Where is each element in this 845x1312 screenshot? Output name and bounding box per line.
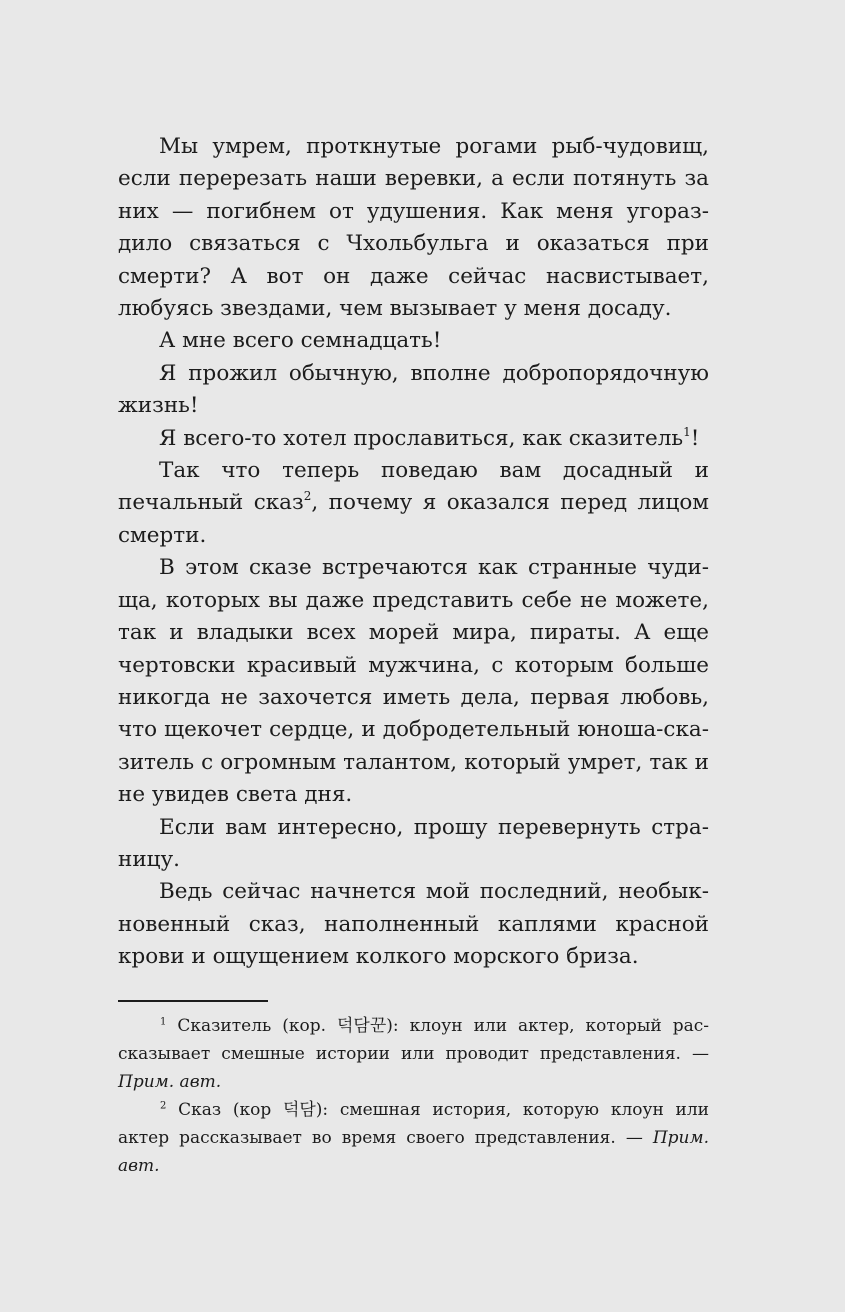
paragraph-2: А мне всего семнадцать!	[159, 328, 442, 354]
paragraph-8: Ведь сейчас начнется мой последний, необыкновенный сказ, наполненный каплями красной крови и ощущением колкого морского бриза.	[118, 879, 709, 970]
footnote-ref-1[interactable]: 1	[683, 424, 691, 439]
book-page	[118, 131, 709, 1180]
footnote-2-note: — Прим. авт.	[118, 1127, 709, 1176]
footnote-2	[118, 1096, 709, 1180]
footnote-2-korean: 덕담	[282, 1099, 316, 1120]
paragraph-1: Мы умрем, проткнутые рогами рыб-чудовищ, если перерезать наши веревки, а если потянуть за них — погибнем от удушения. Как меня угораздило связаться с Чхольбульга и оказаться при смерти? А вот он даже сейчас насвистывает, любуясь звездами, чем вызывает у меня досаду.	[118, 134, 709, 322]
footnote-1-korean: 덕담꾼	[336, 1015, 387, 1036]
footnote-divider	[118, 1000, 268, 1002]
paragraph-5-end: , почему я оказался перед лицом смерти.	[118, 490, 710, 548]
paragraph-6: В этом сказе встречаются как странные чудища, которых вы даже представить себе не можете, так и владыки всех морей мира, пираты. А еще чертовски красивый мужчина, с которым больше никогда не захочется иметь дела, первая любовь, что щекочет сердце, и добродетельный юноша-сказитель с огромным талантом, который умрет, так и не увидев света дня.	[118, 555, 709, 808]
main-text	[118, 131, 709, 974]
footnote-1-note: — Прим. авт.	[118, 1043, 709, 1092]
paragraph-4-end: !	[690, 425, 700, 451]
footnote-2-number: 2	[160, 1099, 167, 1111]
paragraph-5	[118, 455, 709, 552]
paragraph-4-text: Я всего-то хотел прославиться, как сказитель	[159, 425, 684, 451]
footnote-2-text-before: Сказ (кор	[178, 1099, 283, 1120]
footnote-ref-2[interactable]: 2	[303, 489, 312, 504]
paragraph-4	[118, 423, 709, 455]
footnote-2-text-after: ): смешная история, которую клоун или актер рассказывает во время своего представления.	[118, 1099, 709, 1148]
paragraph-5-text: Так что теперь поведаю вам досадный и печальный сказ	[118, 458, 709, 516]
footnote-1-text-before: Сказитель (кор.	[177, 1015, 337, 1036]
footnote-1-text-after: ): клоун или актер, который рассказывает смешные истории или проводит представления.	[118, 1015, 710, 1064]
paragraph-3: Я прожил обычную, вполне добропорядочную жизнь!	[118, 360, 709, 419]
footnote-1-number: 1	[160, 1015, 167, 1027]
paragraph-7: Если вам интересно, прошу перевернуть страницу.	[118, 814, 709, 872]
footnotes	[118, 1012, 709, 1180]
footnote-1	[118, 1012, 709, 1096]
